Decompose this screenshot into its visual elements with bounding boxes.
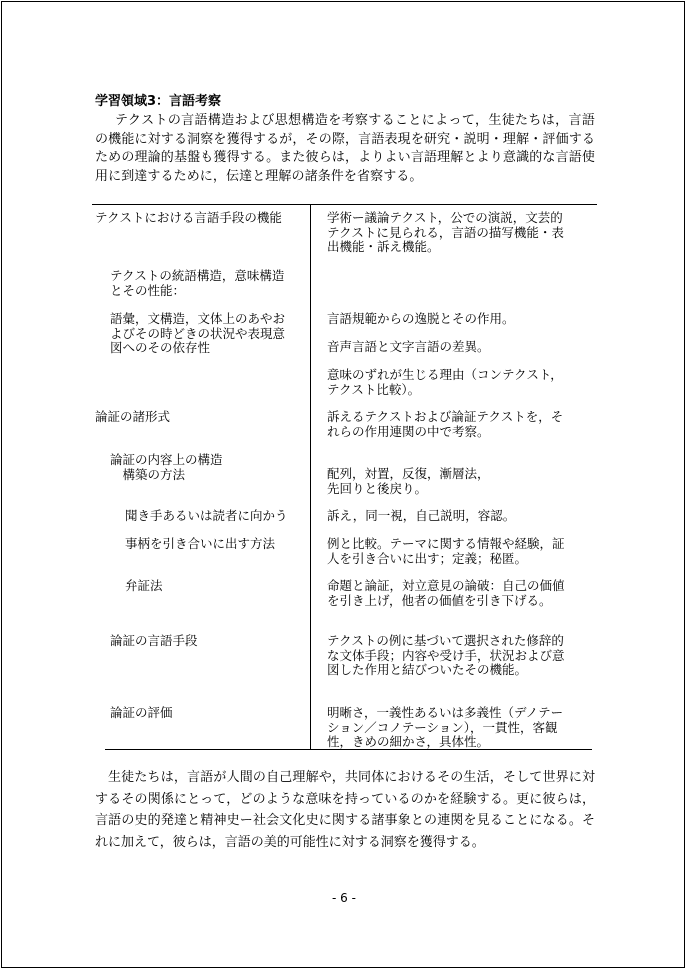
table-left-cell: 論証の諸形式 (95, 409, 171, 424)
table-left-cell: 論証の評価 (110, 705, 173, 720)
table-left-cell: 聞き手あるいは読者に向かう (125, 508, 288, 523)
page-number: - 6 - (332, 891, 356, 905)
intro-paragraph: テクストの言語構造および思想構造を考察することによって，生徒たちは，言語の機能に対する洞察を獲得するが，その際，言語表現を研究・説明・理解・評価するための理論的基盤も獲得する。また彼らは，よりよい言語理解とより意識的な言語使用に到達するために，伝達と理解の諸条件を省察する。 (95, 113, 595, 184)
table-left-cell: 語彙，文構造，文体上のあやお よびその時どきの状況や表現意 図へのその依存性 (110, 311, 286, 355)
table-right-cell: テクストの例に基づいて選択された修辞的 な文体手段；内容や受け手，状況および意 図した作用と結びついたその機能。 (327, 633, 565, 677)
table-right-cell: 学術ー議論テクスト，公での演説，文芸的 テクストに見られる，言語の描写機能・表 出機能・訴え機能。 (327, 210, 564, 254)
table-left-cell: 論証の言語手段 (110, 633, 198, 648)
table-right-cell: 明晰さ，一義性あるいは多義性（デノテー ション／コノテーション），一貫性，客観 性，きめの細かさ，具体性。 (327, 705, 564, 749)
table-right-cell: 意味のずれが生じる理由（コンテクスト， テクスト比較）。 (327, 367, 563, 397)
table-right-cell: 命題と論証，対立意見の論破：自己の価値 を引き上げ，他者の価値を引き下げる。 (327, 578, 565, 608)
table-left-cell: テクストにおける言語手段の機能 (95, 210, 282, 225)
table-right-cell: 訴え，同一視，自己説明，容認。 (327, 508, 516, 523)
table-left-cell: テクストの統語構造，意味構造 とその性能： (110, 268, 285, 298)
table-bottom-rule (105, 749, 592, 750)
table-left-cell: 事柄を引き合いに出す方法 (125, 536, 276, 551)
table-right-cell: 言語規範からの逸脱とその作用。 (327, 311, 515, 326)
table-top-rule (92, 204, 597, 205)
table-right-cell: 例と比較。テーマに関する情報や経験，証 人を引き合いに出す；定義；秘匿。 (327, 536, 565, 566)
table-right-cell: 音声言語と文字言語の差異。 (327, 339, 490, 354)
closing-paragraph: 生徒たちは，言語が人間の自己理解や，共同体におけるその生活，そして世界に対するその関係にとって，どのような意味を持っているのかを経験する。更に彼らは，言語の史的発達と精神史ー社会文化史に関する諸事象との連関を見ることになる。それに加えて，彼らは，言語の美的可能性に対する洞察を獲得する。 (95, 770, 595, 850)
table-column-divider (310, 205, 311, 749)
section-heading: 学習領域3：言語考察 (95, 94, 222, 109)
table-right-cell: 配列，対置，反復，漸層法， 先回りと後戻り。 (327, 466, 490, 496)
table-left-cell: 論証の内容上の構造 構築の方法 (110, 452, 223, 482)
table-right-cell: 訴えるテクストおよび論証テクストを，そ れらの作用連関の中で考察。 (327, 409, 564, 439)
table-left-cell: 弁証法 (125, 578, 163, 593)
